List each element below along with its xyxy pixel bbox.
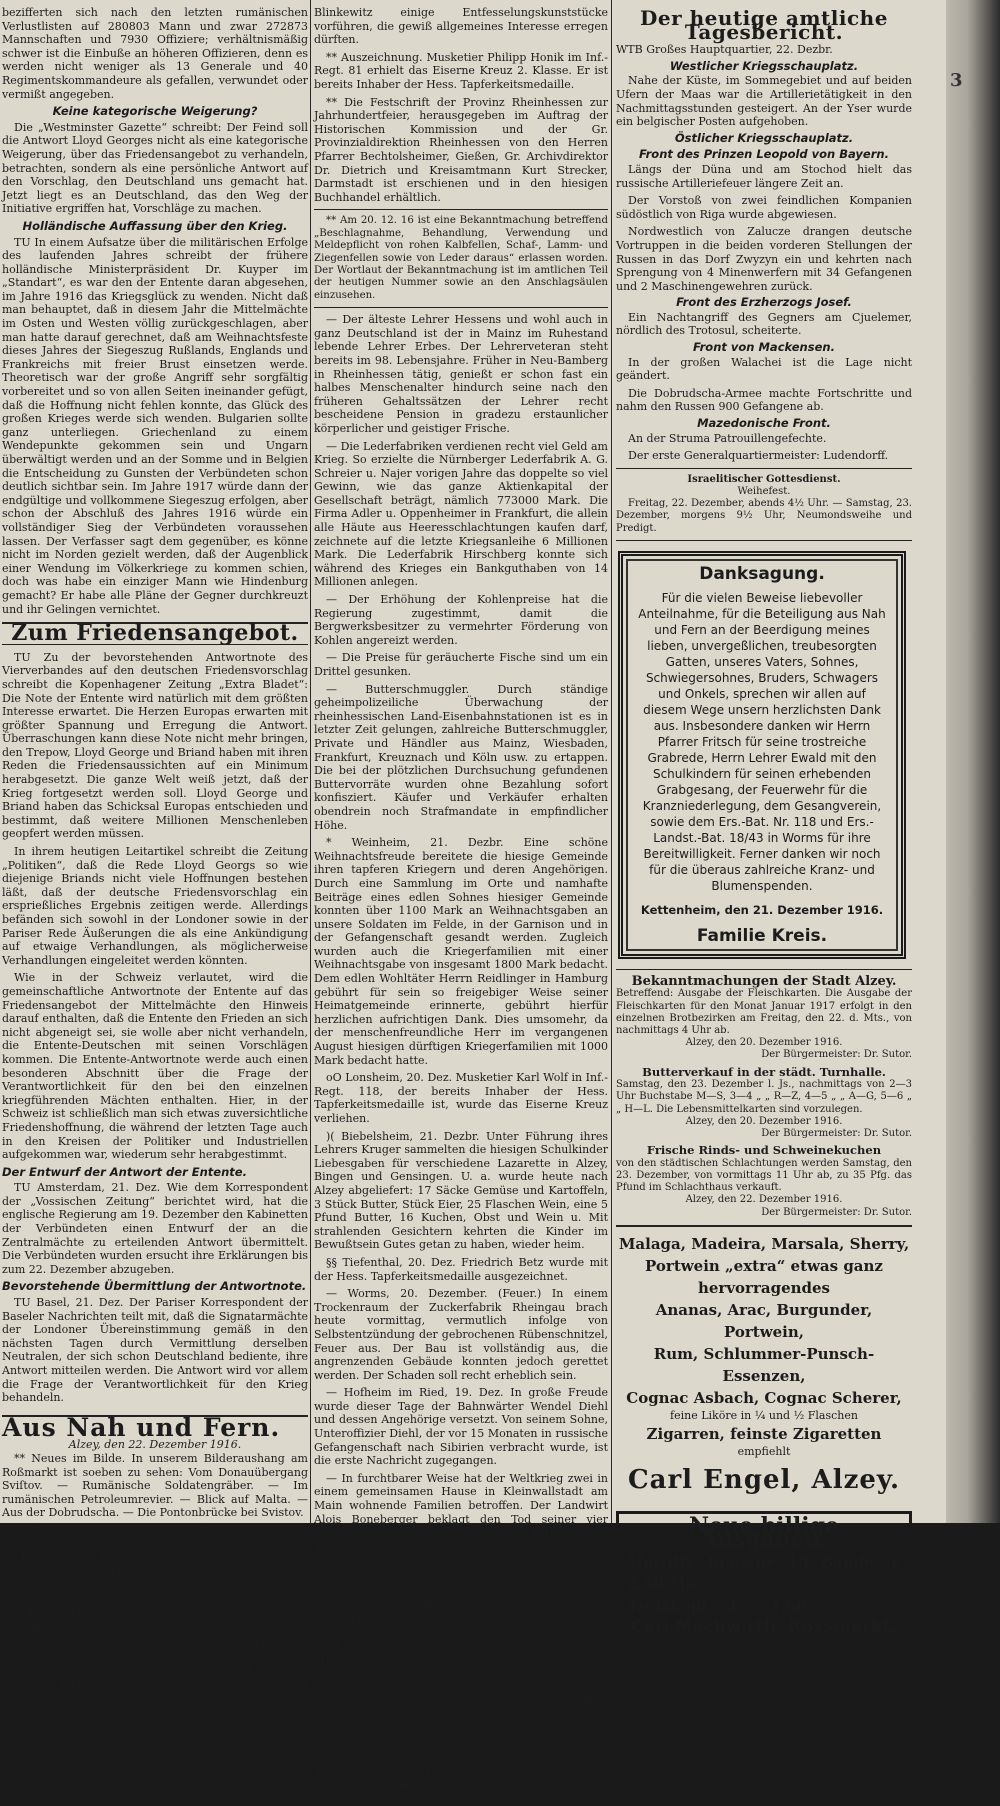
thanks-notice xyxy=(618,551,906,959)
thanks-text: Für die vielen Beweise liebevoller Anteilnahme, für die Beteiligung aus Nah und Fern an der Beerdigung meines lieben, unvergeßlichen, treubesorgten Gatten, unseres Vaters, Sohnes, Schwiegersohnes, Bruders, Schwagers und Onkels, sprechen wir allen auf diesem Wege unsern herzlichsten Dank aus. Insbesondere danken wir Herrn Pfarrer Fritsch für seine trostreiche Grabrede, Herrn Lehrer Ewald mit den Schulkindern für seinen erhebenden Grabgesang, der Feuerwehr für die Kranzniederlegung, dem Gesangverein, sowie dem Ers.-Bat. Nr. 118 und Ers.-Landst.-Bat. 18/43 in Worms für ihre Bereitwilligkeit. Ferner danken wir noch für die überaus zahlreiche Kranz- und Blumenspenden. xyxy=(638,590,886,893)
book-advertisement xyxy=(616,1511,912,1644)
front-heading: Östlicher Kriegsschauplatz. xyxy=(674,130,854,145)
front-heading: Westlicher Kriegsschauplatz. xyxy=(669,58,859,73)
column-middle xyxy=(314,6,608,1806)
ad-line: Trotzkopf „ 4 „ „ 1,60 „ xyxy=(627,1597,821,1616)
notice-paragraph: ** Am 20. 12. 16 ist eine Bekanntmachung betreffend „Beschlagnahme, Behandlung, Verwendung und Meldepflicht von rohen Kalbfellen, Schaf-, Lamm- und Ziegenfellen sowie von Leder daraus“ erlassen worden. Der Wortlaut der Bekanntmachung ist im amtlichen Teil der heutigen Nummer sowie an den Anschlagsäulen einzusehen. xyxy=(314,215,608,301)
announcement-date: Alzey, den 22. Dezember 1916. xyxy=(685,1194,843,1206)
service-text: Freitag, 22. Dezember, abends 4½ Uhr. — Samstag, 23. Dezember, morgens 9½ Uhr, Neumondsweihe und Predigt. xyxy=(616,498,912,534)
dateline: Alzey, den 22. Dezember 1916. xyxy=(68,1438,242,1452)
announcements-title: Bekanntmachungen der Stadt Alzey. xyxy=(631,973,897,989)
column-rule xyxy=(310,0,311,1523)
article-heading: Holländische Auffassung über den Krieg. xyxy=(22,218,288,233)
thanks-date: Kettenheim, den 21. Dezember 1916. xyxy=(640,902,884,917)
article-paragraph: ** Postdienst an Weihnachten. Die Paketannahme ist am 24. von 8 vorm. bis 1 nachm. und von 2—7 nachm. geöffnet. Der sonstige Schalterdienst wird wie an Sonntagen abgehalten. Es werden ausgetragen: am 24., 25. und 26. je eine Ortsbrief- und Paketbestellung, am 24. und 26. je eine Geld- und Landbestellung. xyxy=(2,1523,308,1619)
article-paragraph: ** Auszeichnung. Musketier Philipp Honik im Inf.-Regt. 81 erhielt das Eiserne Kreuz 2. Klasse. Er ist bereits Inhaber der Hess. Tapferkeitsmedaille. xyxy=(314,50,608,91)
announcement-signature: Der Bürgermeister: Dr. Sutor. xyxy=(761,1049,912,1061)
article-paragraph: — Butterschmuggler. Durch ständige geheimpolizeiliche Überwachung der rheinhessischen Land-Eisenbahnstationen ist es in letzter Zeit gelungen, zahlreiche Butterschmuggler, Private und Händler aus Mainz, Wiesbaden, Frankfurt, Kreuznach und Köln usw. zu ertappen. Die bei der plötzlichen Durchsuchung gefundenen Buttervorräte wurden ohne Bezahlung sofort konfisziert. Käufer und Verkäufer erhalten obendrein noch Strafmandate in empfindlicher Höhe. xyxy=(314,682,608,832)
advertiser-name: Carl Machwirth, Rossmarkt. xyxy=(631,1617,897,1638)
article-paragraph: — Die Lederfabriken verdienen recht viel Geld am Krieg. So erzielte die Nürnberger Lederfabrik A. G. Schreier u. Najer vorigen Jahre das doppelte so viel Gewinn, wie das ganze Aktienkapital der Gesellschaft beträgt, nämlich 773000 Mark. Die Firma Adler u. Oppenheimer in Frankfurt, die allein alle Häute aus Heeresschlachtungen kaufen darf, zeichnete auf die letzte Kriegsanleihe 6 Millionen Mark. Die Lederfabrik Hirschberg konnte sich während des Krieges ein Bankguthaben von 14 Millionen anlegen. xyxy=(314,439,608,589)
article-paragraph: — Worms, 20. Dezember. (Feuer.) In einem Trockenraum der Zuckerfabrik Rheingau brach heute vormittag, vermutlich infolge von Selbstentzündung der gebrochenen Rübenschnitzel, Feuer aus. Der Bau ist vollständig aus, die angrenzenden Gebäude konnten jedoch gerettet werden. Der Schaden soll recht erheblich sein. xyxy=(314,1287,608,1382)
facing-page-edge xyxy=(946,0,1000,1523)
divider xyxy=(616,468,912,469)
service-title: Israelitischer Gottesdienst. xyxy=(687,473,841,485)
article-paragraph: §§ Tiefenthal, 20. Dez. Friedrich Betz wurde mit der Hess. Tapferkeitsmedaille ausgezeichnet. xyxy=(314,1255,608,1283)
article-paragraph: oO Lonsheim, 20. Dez. Musketier Karl Wolf in Inf.-Regt. 118, der bereits Inhaber der Hess. Tapferkeitsmedaille ist, wurde das Eiserne Kreuz verliehen. xyxy=(314,1071,608,1125)
article-paragraph: — Aus dem Elsaß. Billige Schweine gibt es zurzeit in einer Gemeinde des elsässischen Lautertals. Der Behörde wurde bekannt, daß eine große Anzahl Schweine im Dorf Schleithal nicht vorschriftsmäßig angemeldet war. Es fand eine Prüfung der Ställe statt. Die Bauern aber hatten vorher Kenntnis erhalten und trieben kurzerhand die Schweine in den nahen Wald. Dort wurden sie vorgefunden und einstweilen in eine Scheuer eingesperrt. Aus Furcht vor Strafe haben sich die Eigentümer bisher nicht gemeldet, so daß die Behörde die rund 200 herrenlose Schweine veräußern kann. xyxy=(314,1571,608,1734)
report-dateline: WTB Großes Hauptquartier, 22. Dezbr. xyxy=(616,43,833,57)
column-rule xyxy=(611,0,612,1523)
ad-line: Portwein „extra“ etwas ganz hervorragendes xyxy=(645,1256,883,1297)
section-heading: Zum Friedensangebot. xyxy=(2,622,308,645)
report-paragraph: Nahe der Küste, im Sommegebiet und auf beiden Ufern der Maas war die Artillerietätigkeit in den Nachmittagsstunden gesteigert. An der Yser wurde ein belgischer Posten aufgehoben. xyxy=(616,74,912,129)
announcement-signature: Der Bürgermeister: Dr. Sutor. xyxy=(761,1128,912,1140)
front-heading: Front des Prinzen Leopold von Bayern. xyxy=(639,147,889,162)
article-paragraph: TU Amsterdam, 21. Dez. Wie dem Korrespondent der „Vossischen Zeitung“ berichtet wird, hat die englische Regierung am 19. Dezember den Kabinetten der Verbündeten einen Entwurf der an die Zentralmächte zu erteilenden Antwort übermittelt. Die Verbündeten wurden ersucht ihre Erklärungen bis zum 22. Dezember abzugeben. xyxy=(2,1181,308,1276)
service-subtitle: Weihefest. xyxy=(737,486,791,498)
article-paragraph: — Hofheim im Ried, 19. Dez. In große Freude wurde dieser Tage der Bahnwärter Wendel Diehl und dessen Angehörige versetzt. Von seinem Sohne, Unteroffizier Diehl, der vor 15 Monaten in russische Gefangenschaft nach Sibirien verbracht wurde, ist die erste Nachricht zugegangen. xyxy=(314,1386,608,1468)
ad-line: empfiehlt xyxy=(737,1444,791,1458)
article-paragraph: Wie in der Schweiz verlautet, wird die gemeinschaftliche Antwortnote der Entente auf das Friedensangebot der Mittelmächte den Hinweis darauf enthalten, daß die Entente den Frieden an sich nicht abgeneigt sei, sie wolle aber nicht verhandeln, die Entente-Deutschen mit seinen Vorschlägen kommen. Die Entente-Antwortnote werde auch einen besonderen Abschnitt über die Frage der Verantwortlichkeit für den bei den einzelnen kriegführenden Mächten enthalten. Hier, in der Schweiz ist schließlich man sich etwas zuversichtliche Friedenshoffnung, die während der letzten Tage auch in den Kreisen der Politiker und Industriellen aufgekommen war, wiederum sehr herabgestimmt. xyxy=(2,971,308,1162)
report-signature: Der erste Generalquartiermeister: Ludendorff. xyxy=(628,449,889,463)
report-paragraph: Der Vorstoß von zwei feindlichen Kompanien südöstlich von Riga wurde abgewiesen. xyxy=(616,194,912,221)
front-heading: Front des Erzherzogs Josef. xyxy=(676,295,852,310)
thanks-signature: Familie Kreis. xyxy=(696,925,828,946)
article-paragraph: ** Die Festschrift der Provinz Rheinhessen zur Jahrhundertfeier, herausgegeben im Auftrag der Historischen Kommission und der Gr. Provinzialdirektion Rheinhessen von den Herren Pfarrer Bechtolsheimer, Gießen, Gr. Archivdirektor Dr. Dietrich und Kreisamtmann Kurt Strecker, Darmstadt ist erschienen und in den hiesigen Buchhandel erhältlich. xyxy=(314,95,608,204)
divider xyxy=(616,540,912,541)
thanks-title: Danksagung. xyxy=(699,563,825,584)
article-paragraph: Blinkewitz einige Entfesselungskunststücke vorführen, die gewiß allgemeines Interesse erregen dürften. xyxy=(314,6,608,47)
report-paragraph: Die Dobrudscha-Armee machte Fortschritte und nahm den Russen 900 Gefangene ab. xyxy=(616,386,912,414)
ad-line: Malaga, Madeira, Marsala, Sherry, xyxy=(618,1234,910,1253)
divider xyxy=(314,209,608,210)
article-paragraph: — Der älteste Lehrer Hessens und wohl auch in ganz Deutschland ist der in Mainz im Ruhestand lebende Lehrer Erbes. Der Lehrerveteran steht bereits im 98. Lebensjahre. Früher in Neu-Bamberg in Rheinhessen tätig, genießt er schon fast ein halbes Menschenalter hindurch seine nach den früheren Gehaltssätzen der Lehrer recht bescheidene Pension in gradezu erstaunlicher körperlicher und geistiger Frische. xyxy=(314,313,608,435)
announcement-heading: Butterverkauf in der städt. Turnhalle. xyxy=(642,1064,886,1079)
article-paragraph: TU Zu der bevorstehenden Antwortnote des Vierverbandes auf den deutschen Friedensvorschlag schreibt die Kopenhagener Zeitung „Extra Bladet“: Die Note der Entente wird natürlich mit dem größten Interesse erwartet. Die Herzen Europas erwarten mit größter Spannung und Erregung die Antwort. Überraschungen kann diese Note nicht mehr bringen, den Trepow, Lloyd George und Briand haben mit ihren Reden die Friedensaussichten auf ein Minimum herabgesetzt. Die ganze Welt weiß jetzt, daß der Krieg fortgesetzt werden soll. Lloyd George und Briand haben das Schicksal Europas entschieden und bestimmt, daß weitere Millionen Menschenleben geopfert werden müssen. xyxy=(2,650,308,841)
announcement-text: Samstag, den 23. Dezember l. Js., nachmittags von 2—3 Uhr Buchstabe M—S, 3—4 „ „ R—Z, 4—5 „ „ A—G, 5—6 „ „ H—L. Die Lebensmittelkarten sind vorzulegen. xyxy=(616,1079,912,1115)
page-numeral: 3 xyxy=(950,70,963,91)
front-heading: Front von Mackensen. xyxy=(693,340,835,355)
article-paragraph: — In furchtbarer Weise hat der Weltkrieg zwei in einem gemeinsamen Hause in Kleinwallstadt am Main wohnende Familien betroffen. Der Landwirt Alois Boneberger beklagt den Tod seiner vier Söhne, und die Witwe Johann Anton Fäth hat ihre drei Söhne dem Vaterland zum Opfer gebracht. Welch hartes Leid doch der Krieg schafft! xyxy=(314,1471,608,1567)
report-paragraph: Ein Nachtangriff des Gegners am Cjuelemer, nördlich des Trotosul, scheiterte. xyxy=(616,310,912,338)
column-left xyxy=(2,6,308,1705)
ad-line: feine Liköre in ¼ und ½ Flaschen xyxy=(670,1408,858,1422)
announcement-text: von den städtischen Schlachtungen werden Samstag, den 23. Dezember, von vormittags 11 Uhr ab, zu 35 Pfg. das Pfund im Schlachthaus verkauft. xyxy=(616,1157,912,1194)
front-heading: Mazedonische Front. xyxy=(697,416,831,431)
article-paragraph: In ihrem heutigen Leitartikel schreibt die Zeitung „Politiken“, daß die Rede Lloyd Georgs so wie diejenige Briands nicht viele Hoffnungen bestehen läßt, daß der deutsche Friedensvorschlag ein ersprießliches Ergebnis zeitigen werde. Allerdings befänden sich sowohl in der Londoner sowie in der Pariser Rede Äußerungen die als eine Ankündigung auf etwaige Verhandlungen, als möglicherweise Verhandlungen eingeleitet werden könnten. xyxy=(2,845,308,967)
report-paragraph: An der Struma Patrouillengefechte. xyxy=(628,431,827,445)
ad-line: Rum, Schlummer-Punsch-Essenzen, xyxy=(653,1344,875,1385)
report-paragraph: Nordwestlich von Zalucze drangen deutsche Vortruppen in die beiden vorderen Stellungen der Russen in das Dorf Zwyzyn ein und kehrten nach Sprengung von 4 Minenwerfern mit 34 Gefangenen und 2 Maschinengewehren zurück. xyxy=(616,225,912,293)
wine-advertisement xyxy=(616,1225,912,1497)
ad-line: Cognac Asbach, Cognac Scherer, xyxy=(626,1388,902,1407)
ad-line: Zigarren, feinste Zigaretten xyxy=(646,1424,882,1443)
column-right xyxy=(616,6,912,1638)
report-masthead: Der heutige amtliche Tagesbericht. xyxy=(640,6,888,44)
announcement-date: Alzey, den 20. Dezember 1916. xyxy=(685,1037,843,1049)
article-paragraph: ** Bunter Abend im Saalbau. Am Neujahrstag wird von Verwundeten des Vereinslazaretts Heilung und Pflegeanstalt zu Gunsten des Roten Kreuzes ein „Bunter Abend“ veranstaltet. Wie der Regieleiter Georg Pohl mitteilt, wird u. a. der Charakterkomiker Georg xyxy=(2,1623,308,1705)
article-paragraph: )( Biebelsheim, 21. Dezbr. Unter Führung ihres Lehrers Kruger sammelten die hiesigen Schulkinder Liebesgaben für verschiedene Lazarette in Alzey, Bingen und Gensingen. U. a. wurde heute nach Alzey abgeliefert: 17 Säcke Gemüse und Kartoffeln, 3 Stück Butter, Stück Eier, 25 Flaschen Wein, eine 5 Pfund Butter, 16 Kuchen, Obst und Wein u. Mit strahlenden Gesichtern kehrten die Kinder im Bewußtsein Gutes getan zu haben, wieder heim. xyxy=(314,1129,608,1252)
article-heading: Keine kategorische Weigerung? xyxy=(52,104,258,119)
divider xyxy=(314,307,608,308)
article-paragraph: TU Basel, 21. Dez. Der Pariser Korrespondent der Baseler Nachrichten teilt mit, daß die Signatarmächte der Londoner Übereinstimmung gemäß in den nächsten Tagen durch Vermittlung derselben Neutralen, der sich schon Deutschland bediente, ihre Antwort mitteilen werden. Die Antwort wird vor allem die Frage der Verantwortlichkeit für den Krieg behandeln. xyxy=(2,1296,308,1405)
ad-title: Neue billige Ausgaben. xyxy=(689,1512,839,1553)
article-heading: Bevorstehende Übermittlung der Antwortnote. xyxy=(2,1279,307,1294)
announcement-text: Betreffend: Ausgabe der Fleischkarten. Die Ausgabe der Fleischkarten für den Monat Januar 1917 erfolgt in den einzelnen Brotbezirken am Freitag, den 22. d. Mts., von nachmittags 4 Uhr ab. xyxy=(616,988,912,1037)
report-paragraph: Längs der Düna und am Stochod hielt das russische Artilleriefeuer längere Zeit an. xyxy=(616,162,912,190)
article-paragraph: bezifferten sich nach den letzten rumänischen Verlustlisten auf 280803 Mann und zwar 272873 Mannschaften und 7930 Offiziere; verhältnismäßig schwer ist die Einbuße an höheren Offizieren, denn es werden nicht weniger als 13 Generale und 40 Regimentskommandeure als gefallen, verwundet oder vermißt angegeben. xyxy=(2,6,308,101)
ad-line: Ananas, Arac, Burgunder, Portwein, xyxy=(655,1300,873,1341)
announcement-date: Alzey, den 20. Dezember 1916. xyxy=(685,1115,843,1127)
announcement-signature: Der Bürgermeister: Dr. Sutor. xyxy=(761,1206,912,1218)
article-paragraph: TU In einem Aufsatze über die militärischen Erfolge des laufenden Jahres schreibt der frühere holländische Ministerpräsident Dr. Kuyper im „Standart“, es war den der Entente daran abgesehen, im Jahre 1916 das Kriegsglück zu wenden. Nicht daß man behauptet, daß in diesem Jahr die Mittelmächte im Osten und Westen völlig zurückgeschlagen, aber man hatte darauf gerechnet, daß am Weihnachtsfeste dieses Jahres der Siegeszug Rußlands, Englands und Frankreichs mit freier Brust einsetzen werde. Theoretisch war der große Angriff sehr sorgfältig vorbereitet und so von allen Seiten ineinander gefügt, daß die Hoffnung nicht fehlen konnte, das Glück des großen Krieges werde sich wenden. Bulgarien sollte ganz unterliegen. Griechenland zu einem Wendepunkte gekommen sein und Ungarn überwältigt werden und an der Somme und in Belgien die Entscheidung zu Gunsten der Verbündeten schon deutlich sichtbar sein. Im Jahre 1917 würde dann der endgültige und vollkommene Siegeszug erfolgen, aber schon der Abschluß des Jahres 1916 würde ein vollständiger Sieg der Verbündeten voraussehen lassen. Der Verfasser sagt dem gegenüber, es könne nicht im Norden gezielt werden, daß der Augenblick einer Wendung im Völkerkriege zu kommen schien, doch was habe ein einziger Mann wie Hindenburg gemacht? Er habe alle Pläne der Gegner durchkreuzt und ihr Gelingen vernichtet. xyxy=(2,235,308,616)
article-paragraph: — Die Preise für geräucherte Fische sind um ein Drittel gesunken. xyxy=(314,651,608,678)
article-heading: Der Entwurf der Antwort der Entente. xyxy=(2,1164,247,1179)
article-paragraph: * Weinheim, 21. Dezbr. Eine schöne Weihnachtsfreude bereitete die hiesige Gemeinde ihren tapferen Kriegern und deren Angehörigen. Durch eine Sammlung im Orte und namhafte Beiträge eines edlen Sohnes hiesiger Gemeinde konnten über 1100 Mark an Weihnachtsgaben an unsere Soldaten im Felde, in der Garnison und in der Gefangenschaft gesandt werden. Zugleich wurden auch die Kriegerfamilien mit einer Weihnachtsgabe von insgesamt 1800 Mark bedacht. Dem edlen Wohltäter Herrn Reidlinger in Hamburg gebührt für sein so freigebiger Weise seiner Heimatgemeinde erinnerte, gebührt hierfür herzlichen aufrichtigen Dank. Dies umsomehr, da der menschenfreundliche Herr im vergangenen August hiesigen dürftigen Kriegerfamilien mit 1000 Mark bedacht hatte. xyxy=(314,836,608,1067)
article-paragraph: — Der Erhöhung der Kohlenpreise hat die Regierung zugestimmt, damit die Bergwerksbesitzer zu vermehrter Förderung von Kohlen angereizt werden. xyxy=(314,593,608,647)
section-heading: Aus Nah und Fern. xyxy=(2,1415,308,1435)
advertiser-name: Carl Engel, Alzey. xyxy=(627,1464,901,1495)
divider xyxy=(616,969,912,970)
announcement-heading: Frische Rinds- und Schweinekuchen xyxy=(646,1143,882,1158)
article-paragraph: ** Neues im Bilde. In unserem Bilderaushang am Roßmarkt ist soeben zu sehen: Vom Donauübergang Sviſtov. — Rumänische Soldatengräber. — Im rumänischen Petroleumrevier. — Blick auf Malta. — Aus der Dobrudscha. — Die Pontonbrücke bei Svistov. xyxy=(2,1451,308,1520)
report-paragraph: In der großen Walachei ist die Lage nicht geändert. xyxy=(616,355,912,383)
ad-line: Marlitts Romane 10 Bände je 2,50 Mk. xyxy=(627,1553,901,1594)
article-paragraph: — An alle städtischen Beamten richtete Bürgermeister Dr. Schwander in Straßburg erneut die Mahnung zur Höflichkeit im Verkehr mit dem Publikum. Grobe Beamte werden sofort ihres Amtes enthoben. xyxy=(314,1738,608,1806)
article-paragraph: Die „Westminster Gazette“ schreibt: Der Feind soll die Antwort Lloyd Georges nicht als eine kategorische Weigerung, über das Friedensangebot zu verhandeln, betrachten, sondern als eine persönliche Antwort auf den Vorschlag, den Deutschland uns gemacht hat. Jetzt liegt es an Deutschland, das den Weg der Initiative ergriffen hat, Vorschläge zu machen. xyxy=(2,120,308,216)
